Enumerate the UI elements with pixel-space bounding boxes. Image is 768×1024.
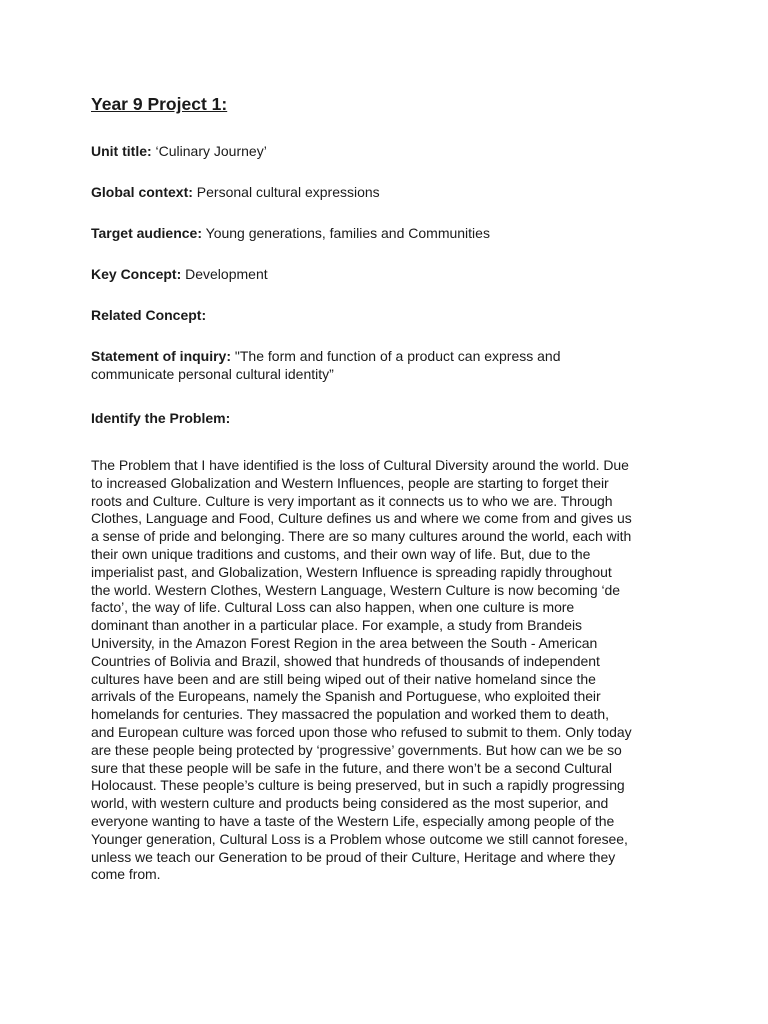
document-title: Year 9 Project 1: <box>91 94 228 114</box>
paragraph-line: world, with western culture and products being considered as the most superior, and <box>91 795 609 812</box>
document-page <box>91 92 691 884</box>
paragraph-line: University, in the Amazon Forest Region in the area between the South - American <box>91 634 598 651</box>
field-value: Young generations, families and Communities <box>202 225 490 241</box>
field-label: Target audience: <box>91 225 202 241</box>
field-value: Personal cultural expressions <box>192 184 380 200</box>
field-label: Key Concept: <box>91 266 182 282</box>
field-label: Related Concept: <box>91 307 207 323</box>
paragraph-line: come from. <box>91 866 161 883</box>
target-audience-field <box>91 224 691 242</box>
statement-line-1: "The form and function of a product can express and <box>231 348 561 364</box>
related-concept-field <box>91 306 691 324</box>
paragraph-line: unless we teach our Generation to be proud of their Culture, Heritage and where they <box>91 848 616 865</box>
statement-line-2: communicate personal cultural identity” <box>91 366 334 382</box>
paragraph-line: arrivals of the Europeans, namely the Spanish and Portuguese, who exploited their <box>91 688 601 705</box>
paragraph-line: Holocaust. These people’s culture is being preserved, but in such a rapidly progressing <box>91 777 625 794</box>
paragraph-line: Clothes, Language and Food, Culture defines us and where we come from and gives us <box>91 510 632 527</box>
paragraph-line: are these people being protected by ‘progressive’ governments. But how can we be so <box>91 741 622 758</box>
field-label: Unit title: <box>91 143 152 159</box>
field-value: Development <box>181 266 268 282</box>
paragraph-line: everyone wanting to have a taste of the Western Life, especially among people of the <box>91 812 615 829</box>
paragraph-line: to increased Globalization and Western Influences, people are starting to forget their <box>91 474 609 491</box>
problem-paragraph <box>91 457 685 884</box>
paragraph-line: dominant than another in a particular place. For example, a study from Brandeis <box>91 617 582 634</box>
paragraph-line: cultures have been and are still being wiped out of their native homeland since the <box>91 670 596 687</box>
unit-title-field <box>91 142 691 160</box>
identify-problem-heading <box>91 409 691 427</box>
paragraph-line: homelands for centuries. They massacred the population and worked them to death, <box>91 706 609 723</box>
global-context-field <box>91 183 691 201</box>
paragraph-line: Younger generation, Cultural Loss is a Problem whose outcome we still cannot foresee, <box>91 830 628 847</box>
paragraph-line: sure that these people will be safe in the future, and there won’t be a second Cultural <box>91 759 612 776</box>
paragraph-line: their own unique traditions and customs, and their own way of life. But, due to the <box>91 545 591 562</box>
key-concept-field <box>91 265 691 283</box>
statement-of-inquiry-field <box>91 347 691 383</box>
paragraph-line: The Problem that I have identified is the loss of Cultural Diversity around the world. Due <box>91 457 629 473</box>
paragraph-line: and European culture was forced upon those who refused to submit to them. Only today <box>91 723 632 740</box>
paragraph-line: roots and Culture. Culture is very important as it connects us to who we are. Through <box>91 492 613 509</box>
paragraph-line: Countries of Bolivia and Brazil, showed that hundreds of thousands of independent <box>91 652 600 669</box>
field-label: Statement of inquiry: <box>91 348 232 364</box>
paragraph-line: facto’, the way of life. Cultural Loss can also happen, when one culture is more <box>91 599 575 616</box>
section-heading: Identify the Problem: <box>91 410 231 426</box>
paragraph-line: imperialist past, and Globalization, Western Influence is spreading rapidly throughout <box>91 563 612 580</box>
paragraph-line: a sense of pride and belonging. There are so many cultures around the world, each with <box>91 528 632 545</box>
field-value: ‘Culinary Journey’ <box>151 143 267 159</box>
paragraph-line: the world. Western Clothes, Western Language, Western Culture is now becoming ‘de <box>91 581 621 598</box>
field-label: Global context: <box>91 184 193 200</box>
